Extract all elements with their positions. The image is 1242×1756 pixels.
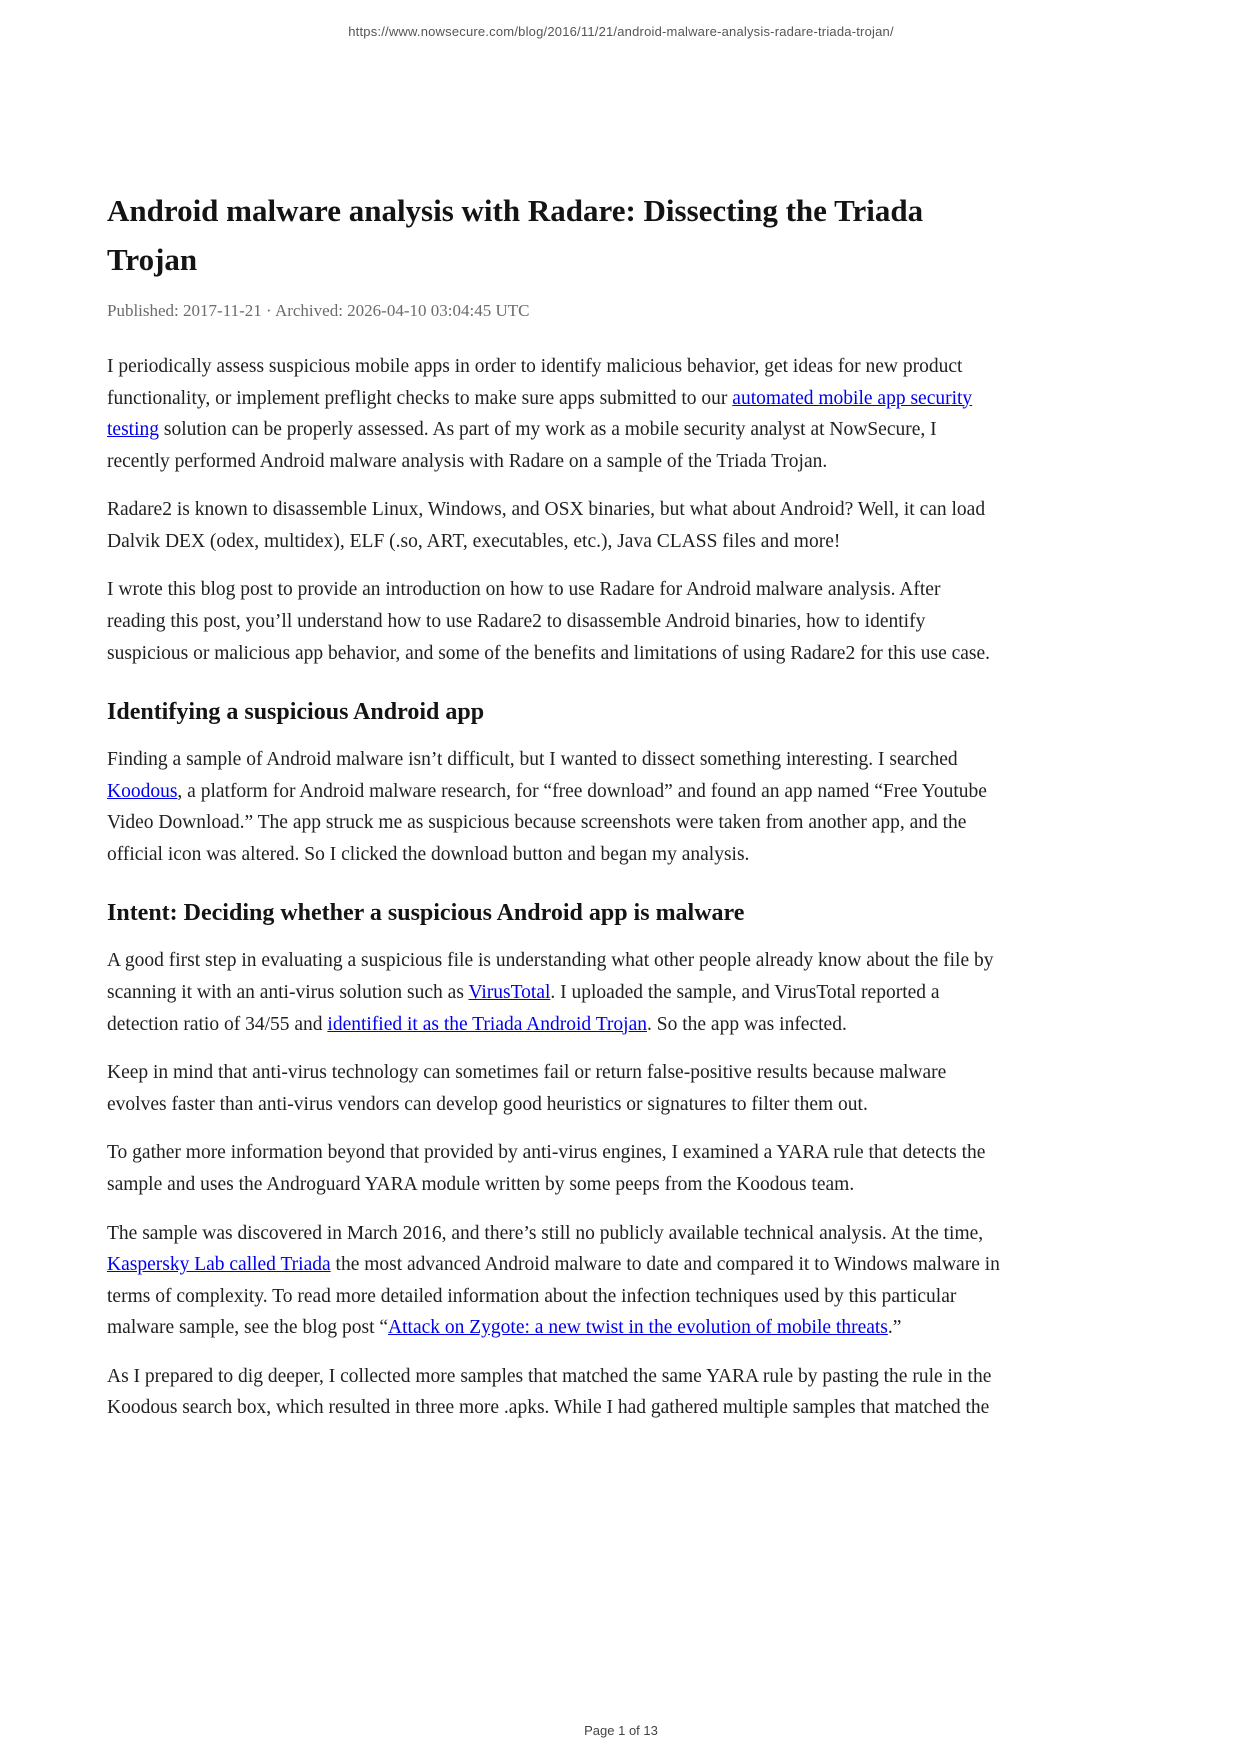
paragraph — [107, 1361, 1000, 1424]
page-footer: Page 1 of 13 — [584, 1723, 658, 1738]
article — [107, 187, 1000, 1424]
text-run: Finding a sample of Android malware isn’t difficult, but I wanted to dissect something interesting. I searched — [107, 749, 958, 771]
text-run: As I prepared to dig deeper, I collected more samples that matched the same YARA rule by pasting the rule in the Koodous search box, which resulted in three more .apks. While I had gathered multiple samples that matched the — [107, 1365, 992, 1419]
inline-link[interactable]: Kaspersky Lab called Triada — [107, 1254, 331, 1276]
text-run: I periodically assess suspicious mobile apps in order to identify malicious behavior, get ideas for new product functionality, or implement preflight checks to make sure apps submitted to our — [107, 355, 963, 409]
text-run: , a platform for Android malware research, for “free download” and found an app named “Free Youtube Video Download.” The app struck me as suspicious because screenshots were taken from another app, and the official icon was altered. So I clicked the download button and began my analysis. — [107, 780, 987, 865]
paragraph — [107, 1137, 1000, 1200]
article-body — [107, 351, 1000, 1424]
paragraph — [107, 1057, 1000, 1120]
section-heading: Intent: Deciding whether a suspicious Android app is malware — [107, 900, 745, 927]
inline-link[interactable]: identified it as the Triada Android Trojan — [327, 1013, 647, 1035]
paragraph — [107, 494, 1000, 557]
text-run: the most advanced Android malware to date and compared it to Windows malware in terms of complexity. To read more detailed information about the infection techniques used by this particular malware sample, see the blog post “ — [107, 1254, 1000, 1339]
inline-link[interactable]: automated mobile app security testing — [107, 387, 973, 441]
inline-link[interactable]: VirusTotal — [468, 982, 551, 1004]
text-run: The sample was discovered in March 2016, and there’s still no publicly available technical analysis. At the time, — [107, 1222, 984, 1244]
page-title: Android malware analysis with Radare: Dissecting the Triada Trojan — [107, 193, 924, 277]
paragraph — [107, 945, 1000, 1040]
inline-link[interactable]: Attack on Zygote: a new twist in the evolution of mobile threats — [388, 1317, 888, 1339]
paragraph — [107, 744, 1000, 870]
text-run: Keep in mind that anti-virus technology can sometimes fail or return false-positive results because malware evolves faster than anti-virus vendors can develop good heuristics or signatures to filter them out. — [107, 1062, 947, 1115]
text-run: Radare2 is known to disassemble Linux, Windows, and OSX binaries, but what about Android? Well, it can load Dalvik DEX (odex, multidex), ELF (.so, ART, executables, etc.), Java CLASS files and more! — [107, 499, 986, 552]
text-run: .” — [887, 1317, 902, 1339]
text-run: I wrote this blog post to provide an introduction on how to use Radare for Android malware analysis. After reading this post, you’ll understand how to use Radare2 to disassemble Android binaries, how to identify suspicious or malicious app behavior, and some of the benefits and limitations of using Radare2 for this use case. — [107, 579, 991, 664]
text-run: A good first step in evaluating a suspicious file is understanding what other people already know about the file by scanning it with an anti-virus solution such as — [107, 950, 994, 1004]
text-run: To gather more information beyond that provided by anti-virus engines, I examined a YARA rule that detects the sample and uses the Androguard YARA module written by some peeps from the Koodous team. — [107, 1142, 986, 1195]
text-run: solution can be properly assessed. As part of my work as a mobile security analyst at NowSecure, I recently performed Android malware analysis with Radare on a sample of the Triada Trojan. — [107, 419, 937, 472]
text-run: . So the app was infected. — [647, 1013, 847, 1035]
paragraph — [107, 1218, 1000, 1344]
inline-link[interactable]: Koodous — [107, 780, 178, 802]
page-url: https://www.nowsecure.com/blog/2016/11/21/android-malware-analysis-radare-triada-trojan/ — [348, 24, 894, 39]
article-meta: Published: 2017-11-21 · Archived: 2026-04-10 03:04:45 UTC — [107, 300, 530, 320]
text-run: . I uploaded the sample, and VirusTotal reported a detection ratio of 34/55 and — [107, 982, 940, 1035]
paragraph — [107, 351, 1000, 477]
paragraph — [107, 574, 1000, 669]
section-heading: Identifying a suspicious Android app — [107, 699, 485, 726]
